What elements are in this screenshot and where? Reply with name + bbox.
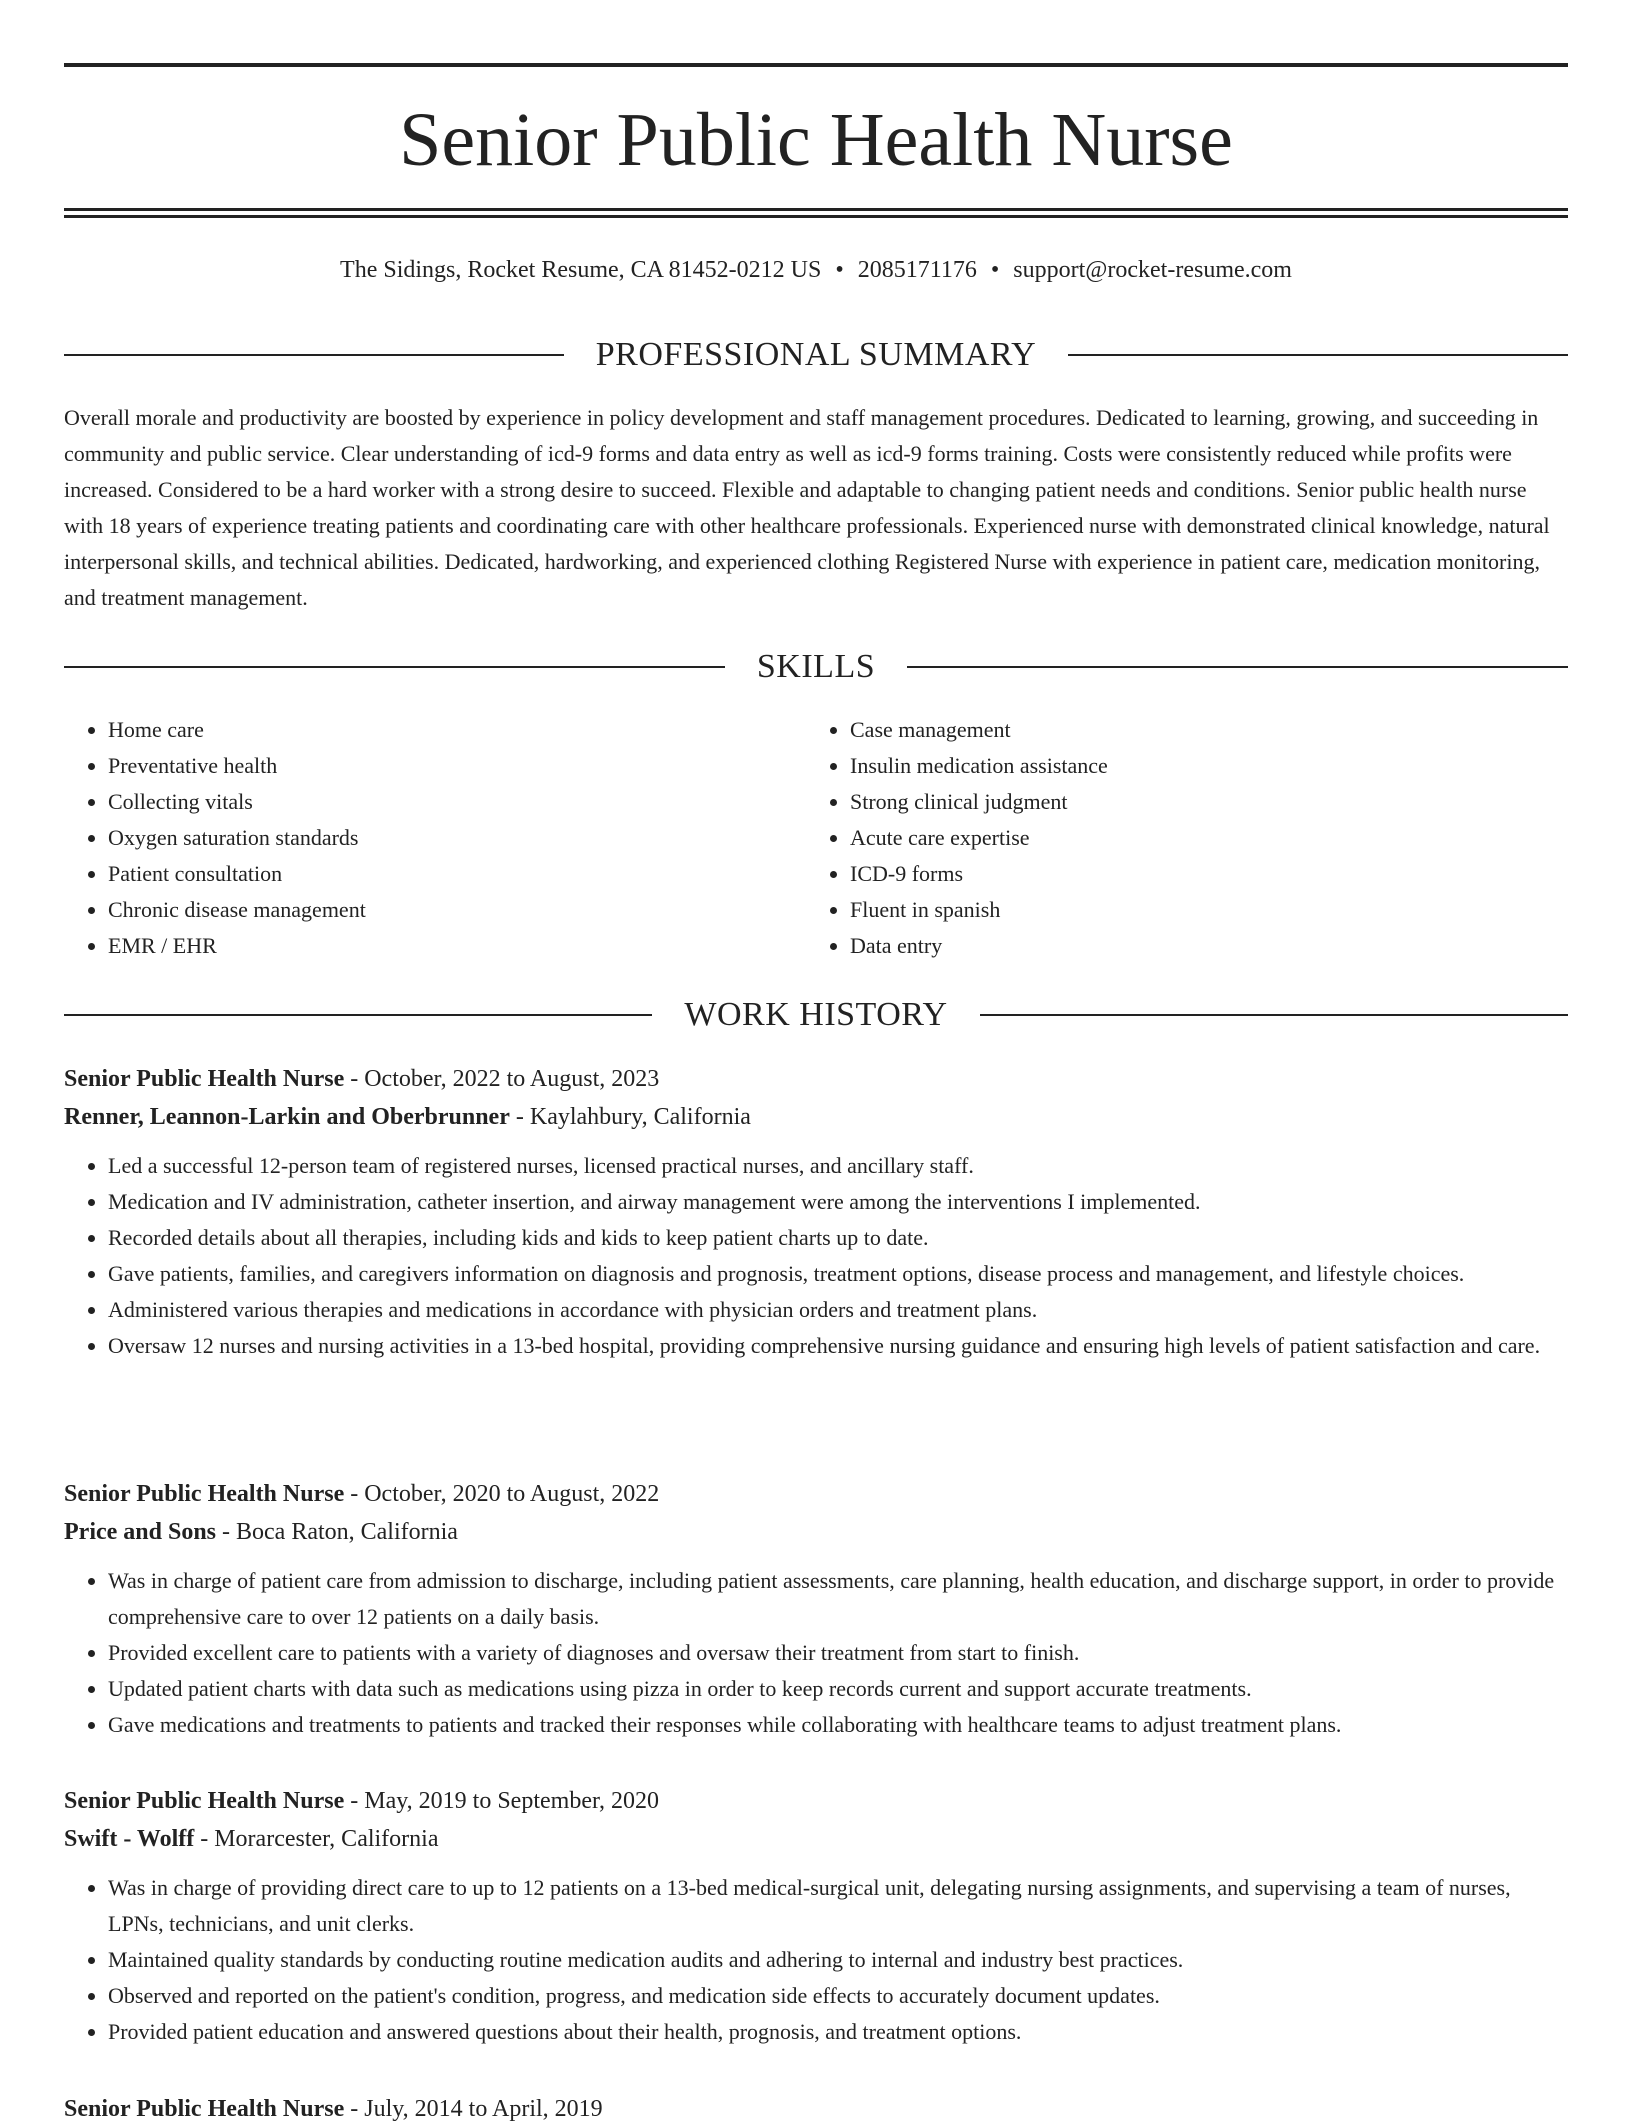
summary-heading: PROFESSIONAL SUMMARY: [595, 336, 1037, 373]
contact-separator: •: [990, 257, 1000, 283]
skill-item: • Insulin medication assistance: [850, 748, 1548, 784]
contact-email[interactable]: support@rocket-resume.com: [1013, 257, 1292, 283]
job-bullets: [64, 1148, 1568, 1364]
job-entry: [64, 2090, 1568, 2128]
skill-item: • Preventative health: [108, 748, 806, 784]
section-rule-right: [980, 1014, 1568, 1016]
job-bullet: • Maintained quality standards by conducting routine medication audits and adhering to internal and industry best practices.: [108, 1942, 1568, 1978]
job-entry: [64, 1475, 1568, 1743]
summary-section-heading: [64, 335, 1568, 375]
skills-list: [64, 712, 1568, 964]
skill-item: • Oxygen saturation standards: [108, 820, 806, 856]
contact-phone: 2085171176: [857, 257, 977, 283]
header-top-rule: [64, 63, 1568, 67]
job-title: Senior Public Health Nurse: [64, 2096, 345, 2122]
skill-item: • Strong clinical judgment: [850, 784, 1548, 820]
job-bullet: • Medication and IV administration, catheter insertion, and airway management were among the interventions I implemented.: [108, 1184, 1568, 1220]
skills-column-right: [806, 712, 1548, 964]
job-company: Price and Sons: [64, 1519, 217, 1545]
job-dates: - May, 2019 to September, 2020: [344, 1788, 659, 1814]
skills-section-heading: [64, 647, 1568, 687]
work-history-heading: WORK HISTORY: [684, 996, 948, 1033]
job-bullets: [64, 1870, 1568, 2050]
section-rule-right: [1068, 354, 1568, 356]
job-title: Senior Public Health Nurse: [64, 1788, 345, 1814]
section-rule-right: [907, 666, 1568, 668]
job-bullet: • Gave medications and treatments to patients and tracked their responses while collaborating with healthcare teams to adjust treatment plans.: [108, 1707, 1568, 1743]
job-company-line: [64, 1820, 1568, 1858]
job-bullets: [64, 1563, 1568, 1743]
header-double-rule-upper: [64, 208, 1568, 211]
job-bullet: • Was in charge of patient care from admission to discharge, including patient assessments, care planning, health education, and discharge support, in order to provide comprehensive care to over 12 patients on a daily basis.: [108, 1563, 1568, 1635]
skill-item: • Acute care expertise: [850, 820, 1548, 856]
job-location: - Boca Raton, California: [216, 1519, 458, 1545]
job-location: - Kaylahbury, California: [509, 1104, 751, 1130]
job-title-line: [64, 1782, 1568, 1820]
job-bullet: • Led a successful 12-person team of registered nurses, licensed practical nurses, and ancillary staff.: [108, 1148, 1568, 1184]
job-bullet: • Gave patients, families, and caregivers information on diagnosis and prognosis, treatment options, disease process and management, and lifestyle choices.: [108, 1256, 1568, 1292]
job-title: Senior Public Health Nurse: [64, 1481, 345, 1507]
job-bullet: • Was in charge of providing direct care to up to 12 patients on a 13-bed medical-surgical unit, delegating nursing assignments, and supervising a team of nurses, LPNs, technicians, and unit clerks.: [108, 1870, 1568, 1942]
job-company: Renner, Leannon-Larkin and Oberbrunner: [64, 1104, 510, 1130]
skill-item: • EMR / EHR: [108, 928, 806, 964]
skill-item: • Patient consultation: [108, 856, 806, 892]
skills-column-left: [64, 712, 806, 964]
skills-heading: SKILLS: [756, 648, 876, 685]
header-double-rule-lower: [64, 215, 1568, 218]
job-dates: - October, 2022 to August, 2023: [344, 1066, 660, 1092]
job-company-line: [64, 1513, 1568, 1551]
job-bullet: • Provided excellent care to patients with a variety of diagnoses and oversaw their treatment from start to finish.: [108, 1635, 1568, 1671]
job-title-line: [64, 2090, 1568, 2128]
skill-item: • Data entry: [850, 928, 1548, 964]
skill-item: • Case management: [850, 712, 1548, 748]
work-history-section-heading: [64, 995, 1568, 1035]
job-dates: - July, 2014 to April, 2019: [344, 2096, 603, 2122]
job-bullet: • Updated patient charts with data such as medications using pizza in order to keep records current and support accurate treatments.: [108, 1671, 1568, 1707]
skill-item: • Chronic disease management: [108, 892, 806, 928]
skill-item: • Home care: [108, 712, 806, 748]
skill-item: • Fluent in spanish: [850, 892, 1548, 928]
job-location: - Morarcester, California: [194, 1826, 439, 1852]
job-bullet: • Observed and reported on the patient's condition, progress, and medication side effects to accurately document updates.: [108, 1978, 1568, 2014]
section-rule-left: [64, 354, 564, 356]
job-bullet: • Administered various therapies and medications in accordance with physician orders and treatment plans.: [108, 1292, 1568, 1328]
section-rule-left: [64, 666, 725, 668]
job-bullet: • Provided patient education and answered questions about their health, prognosis, and treatment options.: [108, 2014, 1568, 2050]
job-entry: [64, 1060, 1568, 1364]
skill-item: • ICD-9 forms: [850, 856, 1548, 892]
job-dates: - October, 2020 to August, 2022: [344, 1481, 660, 1507]
contact-address: The Sidings, Rocket Resume, CA 81452-0212 US: [340, 257, 822, 283]
resume-title: Senior Public Health Nurse: [399, 98, 1233, 182]
job-title-line: [64, 1475, 1568, 1513]
contact-line: [64, 252, 1568, 288]
job-entry: [64, 1782, 1568, 2050]
summary-text: Overall morale and productivity are boosted by experience in policy development and staff management procedures. Dedicated to learning, growing, and succeeding in community and public service. Clear understanding of icd-9 forms and data entry as well as icd-9 forms training. Costs were consistently reduced while profits were increased. Considered to be a hard worker with a strong desire to succeed. Flexible and adaptable to changing patient needs and conditions. Senior public health nurse with 18 years of experience treating patients and coordinating care with other healthcare professionals. Experienced nurse with demonstrated clinical knowledge, natural interpersonal skills, and technical abilities. Dedicated, hardworking, and experienced clothing Registered Nurse with experience in patient care, medication monitoring, and treatment management.: [64, 405, 1550, 610]
skill-item: • Collecting vitals: [108, 784, 806, 820]
job-company-line: [64, 1098, 1568, 1136]
job-title-line: [64, 1060, 1568, 1098]
job-bullet: • Oversaw 12 nurses and nursing activities in a 13-bed hospital, providing comprehensive nursing guidance and ensuring high levels of patient satisfaction and care.: [108, 1328, 1568, 1364]
job-bullet: • Recorded details about all therapies, including kids and kids to keep patient charts up to date.: [108, 1220, 1568, 1256]
contact-separator: •: [835, 257, 844, 283]
job-title: Senior Public Health Nurse: [64, 1066, 345, 1092]
job-company: Swift - Wolff: [64, 1826, 195, 1852]
section-rule-left: [64, 1014, 652, 1016]
